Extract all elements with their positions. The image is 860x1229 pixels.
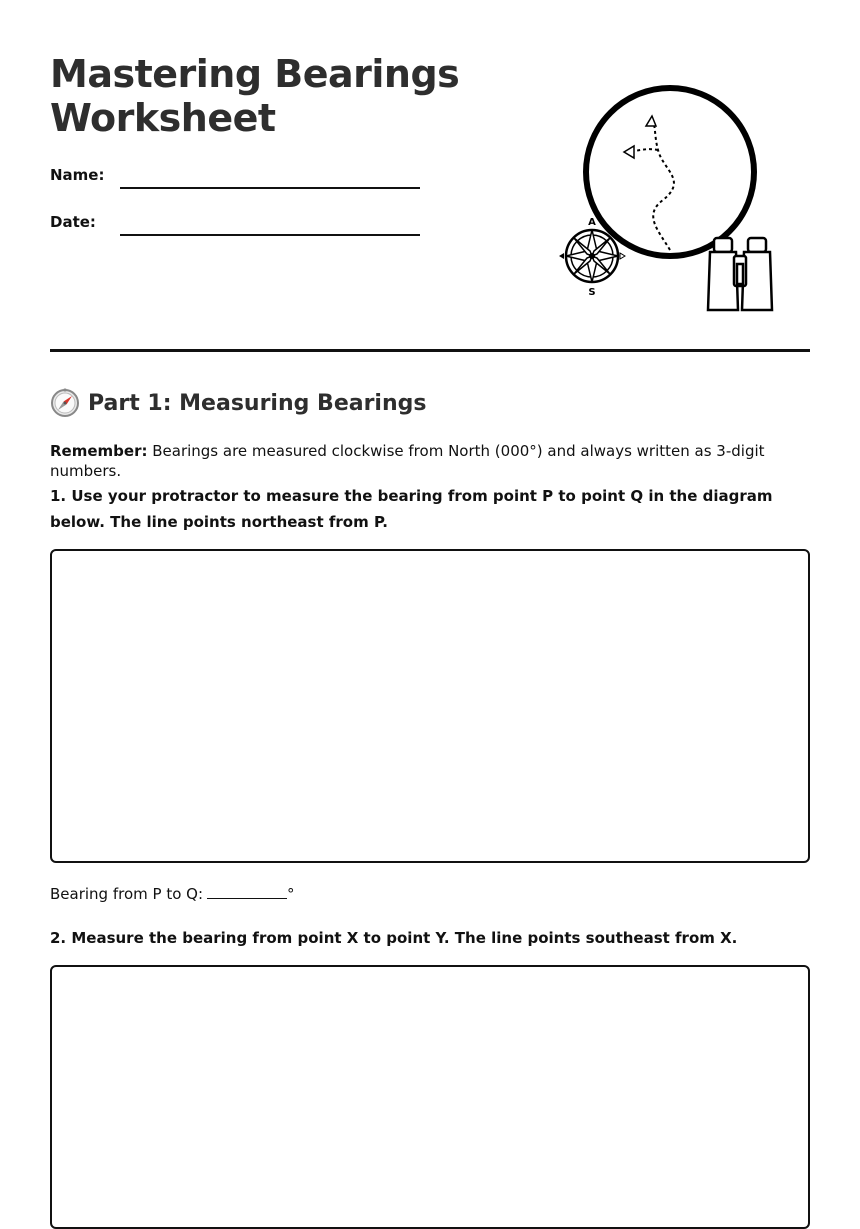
name-field[interactable]	[120, 187, 420, 189]
worksheet-title: Mastering Bearings Worksheet	[50, 52, 460, 140]
date-label: Date:	[50, 213, 96, 231]
name-label: Name:	[50, 166, 105, 184]
trail-path-icon	[652, 120, 674, 250]
question-1: 1. Use your protractor to measure the bearing from point P to point Q in the diagram below. The line points northeast from P.	[50, 487, 773, 531]
question-1-diagram-box	[50, 549, 810, 863]
compass-north-label: A	[588, 217, 596, 228]
part1-heading-text: Part 1: Measuring Bearings	[88, 390, 427, 416]
remember-text: Bearings are measured clockwise from North (000°) and always written as 3-digit numbers.	[50, 442, 765, 480]
question-1-answer-label: Bearing from P to Q:	[50, 885, 204, 903]
degree-symbol: °	[287, 885, 295, 903]
question-1-answer	[50, 884, 295, 903]
question-2-diagram-box	[50, 965, 810, 1229]
binoculars-icon	[708, 238, 772, 310]
date-field[interactable]	[120, 234, 420, 236]
question-1-answer-blank[interactable]	[207, 884, 287, 899]
compass-rose-icon	[559, 217, 625, 298]
explorer-illustration	[548, 80, 788, 320]
remember-note	[50, 441, 810, 481]
remember-label: Remember:	[50, 442, 148, 460]
header-divider	[50, 349, 810, 352]
compass-icon	[50, 388, 80, 418]
question-2: 2. Measure the bearing from point X to point Y. The line points southeast from X.	[50, 929, 738, 947]
compass-south-label: S	[588, 287, 596, 298]
trail-arrow-icon	[646, 116, 656, 126]
part1-heading	[50, 388, 426, 418]
